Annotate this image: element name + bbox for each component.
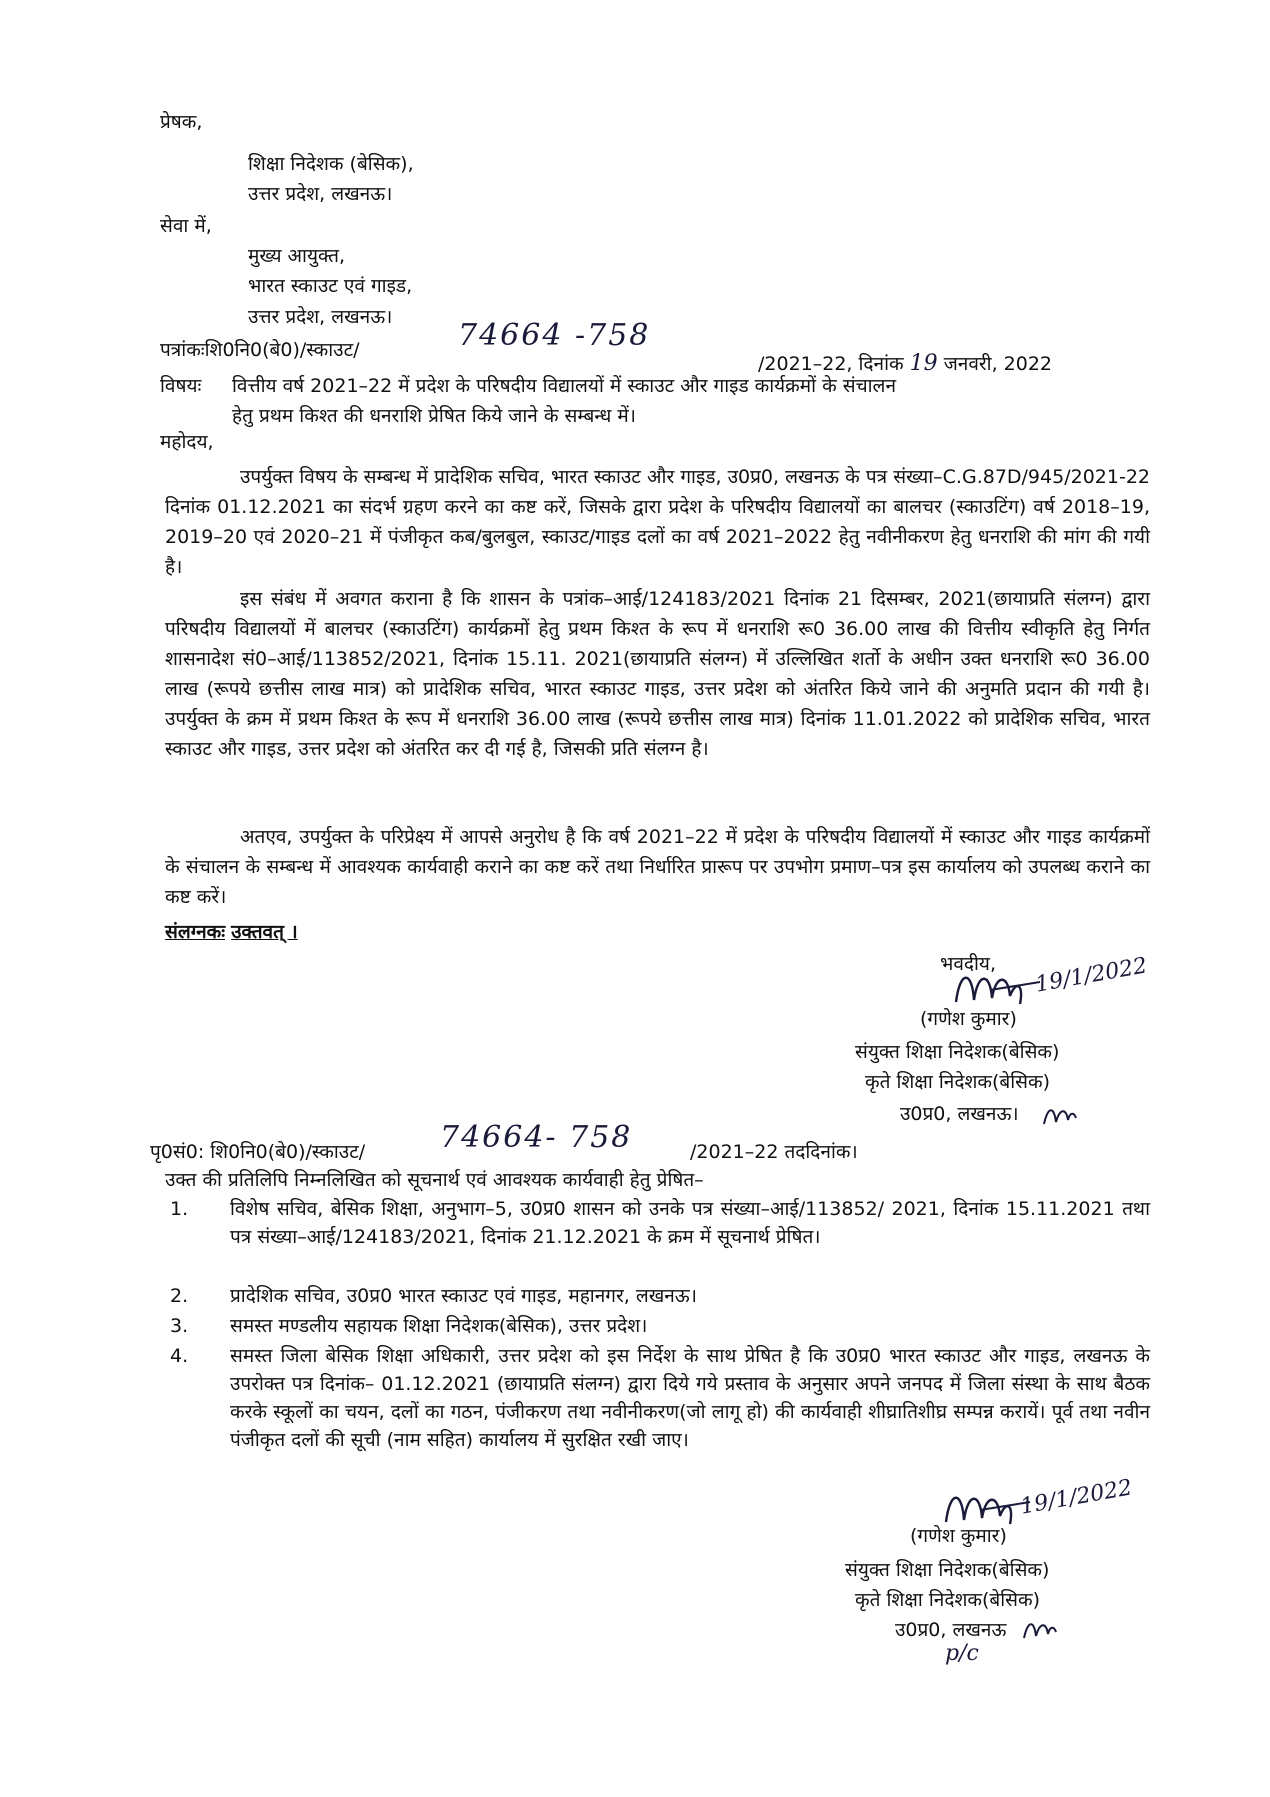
recipient-line-2: भारत स्काउट एवं गाइड, [248, 275, 413, 297]
signer-place-2: उ0प्र0, लखनऊ [895, 1619, 1007, 1641]
copy-3-text: समस्त मण्डलीय सहायक शिक्षा निदेशक(बेसिक), उत्तर प्रदेश। [230, 1315, 648, 1337]
ref-number-handwritten: 74664 -758 [458, 318, 651, 353]
paragraph-2: इस संबंध में अवगत कराना है कि शासन के पत्रांक–आई/124183/2021 दिनांक 21 दिसम्बर, 2021(छायाप्रति संलग्न) द्वारा परिषदीय विद्यालयों में बालचर (स्काउटिंग) कार्यक्रमों हेतु प्रथम किश्त के रूप में धनराशि रू0 36.00 लाख की वित्तीय स्वीकृति हेतु निर्गत शासनादेश सं0–आई/113852/2021, दिनांक 15.11. 2021(छायाप्रति संलग्न) में उल्लिखित शर्तो के अधीन उक्त धनराशि रू0 36.00 लाख (रूपये छत्तीस लाख मात्र) को प्रादेशिक सचिव, भारत स्काउट गाइड, उत्तर प्रदेश को अंतरित किये जाने की अनुमति प्रदान की गयी है। उपर्युक्त के क्रम में प्रथम किश्त के रूप में धनराशि 36.00 लाख (रूपये छत्तीस लाख मात्र) दिनांक 11.01.2022 को प्रादेशिक सचिव, भारत स्काउट और गाइड, उत्तर प्रदेश को अंतरित कर दी गई है, जिसकी प्रति संलग्न है। [165, 588, 1150, 760]
endorsement-number-handwritten: 74664- 758 [440, 1120, 633, 1155]
enclosure-value: उक्तवत् । [231, 921, 298, 943]
signer-for-2: कृते शिक्षा निदेशक(बेसिक) [855, 1589, 1040, 1611]
subject-label: विषयः [160, 375, 202, 397]
subject-line-1: वित्तीय वर्ष 2021–22 में प्रदेश के परिषदीय विद्यालयों में स्काउट और गाइड कार्यक्रमों के संचालन [232, 375, 896, 397]
initials-scrawl-1 [1040, 1100, 1080, 1130]
recipient-line-3: उत्तर प्रदेश, लखनऊ। [248, 306, 393, 328]
endorsement-intro: उक्त की प्रतिलिपि निम्नलिखित को सूचनार्थ एवं आवश्यक कार्यवाही हेतु प्रेषित– [165, 1169, 704, 1191]
enclosure-label: संलग्नकः [165, 921, 226, 943]
signature-date-2: 19/1/2022 [1018, 1475, 1135, 1520]
signer-place-1: उ0प्र0, लखनऊ। [900, 1103, 1019, 1125]
copy-3-number: 3. [170, 1315, 189, 1337]
signer-name-1: (गणेश कुमार) [920, 1008, 1017, 1030]
signer-designation-1: संयुक्त शिक्षा निदेशक(बेसिक) [855, 1041, 1060, 1063]
signer-for-1: कृते शिक्षा निदेशक(बेसिक) [865, 1071, 1050, 1093]
sender-line-1: शिक्षा निदेशक (बेसिक), [248, 153, 414, 175]
ref-day-handwritten: 19 [909, 351, 938, 376]
copy-2-number: 2. [170, 1285, 189, 1307]
enclosure [165, 918, 298, 946]
closing: भवदीय, [940, 953, 996, 975]
paragraph-3: अतएव, उपर्युक्त के परिप्रेक्ष्य में आपसे अनुरोध है कि वर्ष 2021–22 में प्रदेश के परिषदीय विद्यालयों में स्काउट और गाइड कार्यक्रमों के संचालन के सम्बन्ध में आवश्यक कार्यवाही कराने का कष्ट करें तथा निर्धारित प्रारूप पर उपभोग प्रमाण–पत्र इस कार्यालय को उपलब्ध कराने का कष्ट करें। [165, 826, 1150, 908]
endorsement-prefix: पृ0सं0: शि0नि0(बे0)/स्काउट/ [150, 1141, 366, 1163]
subject-line-2: हेतु प्रथम किश्त की धनराशि प्रेषित किये जाने के सम्बन्ध में। [232, 405, 636, 427]
signer-name-2: (गणेश कुमार) [910, 1525, 1007, 1547]
endorsement-suffix: /2021–22 तददिनांक। [690, 1141, 858, 1163]
initials-scrawl-2 [1020, 1614, 1060, 1644]
recipient-label: सेवा में, [160, 215, 212, 237]
paragraph-1: उपर्युक्त विषय के सम्बन्ध में प्रादेशिक सचिव, भारत स्काउट और गाइड, उ0प्र0, लखनऊ के पत्र संख्या–C.G.87D/945/2021-22 दिनांक 01.12.2021 का संदर्भ ग्रहण करने का कष्ट करें, जिसके द्वारा प्रदेश के परिषदीय विद्यालयों का बालचर (स्काउटिंग) वर्ष 2018–19, 2019–20 एवं 2020–21 में पंजीकृत कब/बुलबुल, स्काउट/गाइड दलों का वर्ष 2021–2022 हेतु नवीनीकरण हेतु धनराशि की मांग की गयी है। [165, 466, 1150, 578]
copy-4-number: 4. [170, 1345, 189, 1367]
copy-2-text: प्रादेशिक सचिव, उ0प्र0 भारत स्काउट एवं गाइड, महानगर, लखनऊ। [230, 1285, 697, 1307]
ref-suffix-text: /2021–22, दिनांक [758, 353, 904, 375]
sender-label: प्रेषक, [160, 111, 203, 133]
signature-date-1: 19/1/2022 [1033, 953, 1150, 998]
signer-designation-2: संयुक्त शिक्षा निदेशक(बेसिक) [845, 1559, 1050, 1581]
recipient-line-1: मुख्य आयुक्त, [248, 245, 346, 267]
copy-1-text: विशेष सचिव, बेसिक शिक्षा, अनुभाग–5, उ0प्र0 शासन को उनके पत्र संख्या–आई/113852/ 2021, दिनांक 15.11.2021 तथा पत्र संख्या–आई/124183/2021, दिनांक 21.12.2021 के क्रम में सूचनार्थ प्रेषित। [230, 1198, 1150, 1248]
pc-note: p/c [945, 1641, 979, 1666]
ref-month-year: जनवरी, 2022 [943, 353, 1053, 375]
sender-line-2: उत्तर प्रदेश, लखनऊ। [248, 183, 393, 205]
salutation: महोदय, [160, 431, 214, 453]
ref-prefix: पत्रांकःशि0नि0(बे0)/स्काउट/ [160, 339, 360, 361]
copy-1-number: 1. [170, 1198, 189, 1220]
copy-4-text: समस्त जिला बेसिक शिक्षा अधिकारी, उत्तर प्रदेश को इस निर्देश के साथ प्रेषित है कि उ0प्र0 भारत स्काउट और गाइड, लखनऊ के उपरोक्त पत्र दिनांक– 01.12.2021 (छायाप्रति संलग्न) द्वारा दिये गये प्रस्ताव के अनुसार अपने जनपद में जिला संस्था के साथ बैठक करके स्कूलों का चयन, दलों का गठन, पंजीकरण तथा नवीनीकरण(जो लागू हो) की कार्यवाही शीघ्रातिशीघ्र सम्पन्न करायें। पूर्व तथा नवीन पंजीकृत दलों की सूची (नाम सहित) कार्यालय में सुरक्षित रखी जाए। [230, 1345, 1150, 1451]
